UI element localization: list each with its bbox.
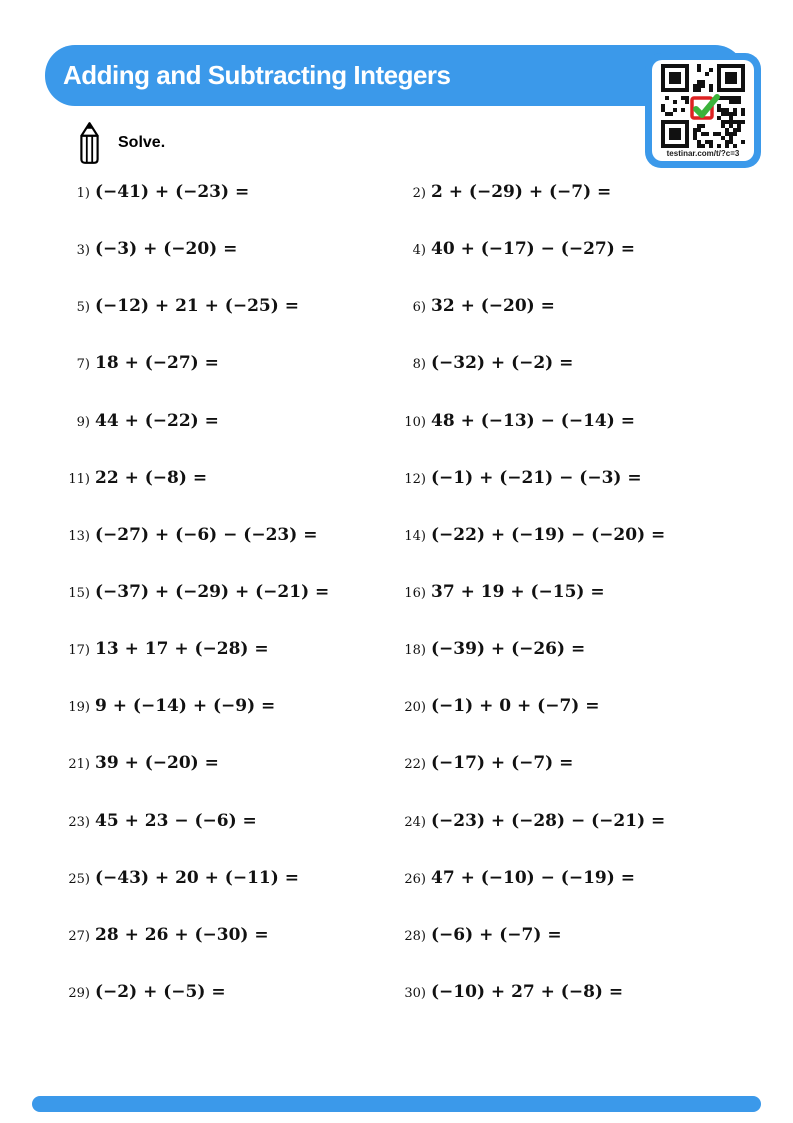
problem-item bbox=[404, 468, 748, 525]
problem-number: 17) bbox=[68, 643, 90, 659]
problem-expression: 22 + (−8) = bbox=[95, 467, 208, 488]
problem-expression: 37 + 19 + (−15) = bbox=[431, 581, 605, 602]
problem-number: 9) bbox=[76, 414, 90, 430]
problem-item bbox=[404, 982, 748, 1039]
problem-item bbox=[68, 468, 404, 525]
problem-expression: (−1) + (−21) − (−3) = bbox=[431, 467, 642, 488]
problem-number: 12) bbox=[404, 471, 426, 487]
problem-item bbox=[68, 753, 404, 810]
problem-number: 20) bbox=[404, 700, 426, 716]
problem-expression: (−17) + (−7) = bbox=[431, 753, 574, 774]
problem-number: 15) bbox=[68, 585, 90, 601]
problem-number: 30) bbox=[404, 985, 426, 1001]
pencil-icon bbox=[76, 120, 103, 166]
problem-number: 21) bbox=[68, 757, 90, 773]
problem-number: 6) bbox=[412, 300, 426, 316]
problem-item bbox=[68, 982, 404, 1039]
problem-item bbox=[68, 182, 404, 239]
problem-item bbox=[68, 639, 404, 696]
problem-expression: (−2) + (−5) = bbox=[95, 981, 226, 1002]
problem-number: 23) bbox=[68, 814, 90, 830]
problem-expression: 44 + (−22) = bbox=[95, 410, 219, 431]
problem-number: 22) bbox=[404, 757, 426, 773]
problem-expression: 9 + (−14) + (−9) = bbox=[95, 696, 276, 717]
problem-expression: (−1) + 0 + (−7) = bbox=[431, 696, 600, 717]
problem-item bbox=[68, 925, 404, 982]
qr-caption: testinar.com/t/?c=3 bbox=[666, 149, 740, 158]
problem-number: 2) bbox=[412, 186, 426, 201]
qr-code-inner bbox=[652, 60, 754, 161]
problem-expression: (−6) + (−7) = bbox=[431, 924, 562, 945]
problem-item bbox=[404, 411, 748, 468]
problem-expression: 32 + (−20) = bbox=[431, 296, 555, 317]
worksheet-header bbox=[45, 45, 745, 106]
problem-number: 28) bbox=[404, 928, 426, 944]
footer-bar bbox=[32, 1096, 761, 1112]
problem-item bbox=[404, 239, 748, 296]
problem-number: 18) bbox=[404, 643, 426, 659]
problem-item bbox=[404, 811, 748, 868]
problem-expression: 40 + (−17) − (−27) = bbox=[431, 239, 635, 260]
problem-number: 29) bbox=[68, 985, 90, 1001]
instruction-row bbox=[76, 120, 165, 166]
problem-number: 14) bbox=[404, 528, 426, 544]
problem-item bbox=[68, 239, 404, 296]
instruction-label: Solve. bbox=[118, 134, 166, 151]
problem-item bbox=[68, 296, 404, 353]
problem-expression: 47 + (−10) − (−19) = bbox=[431, 867, 635, 888]
problem-expression: (−10) + 27 + (−8) = bbox=[431, 981, 624, 1002]
problem-expression: (−39) + (−26) = bbox=[431, 639, 586, 660]
problem-expression: (−27) + (−6) − (−23) = bbox=[95, 524, 318, 545]
problem-number: 8) bbox=[412, 357, 426, 373]
problem-expression: 45 + 23 − (−6) = bbox=[95, 810, 257, 831]
problem-expression: (−37) + (−29) + (−21) = bbox=[95, 581, 330, 602]
problem-item bbox=[404, 639, 748, 696]
page-title: Adding and Subtracting Integers bbox=[63, 60, 451, 90]
problem-item bbox=[68, 696, 404, 753]
problem-expression: (−22) + (−19) − (−20) = bbox=[431, 524, 666, 545]
qr-code bbox=[645, 53, 761, 168]
problem-item bbox=[68, 525, 404, 582]
problem-item bbox=[68, 868, 404, 925]
problem-item bbox=[404, 182, 748, 239]
problem-expression: 28 + 26 + (−30) = bbox=[95, 924, 269, 945]
problems-grid bbox=[68, 182, 748, 1039]
problem-number: 13) bbox=[68, 528, 90, 544]
problem-expression: (−41) + (−23) = bbox=[95, 182, 250, 202]
problem-item bbox=[68, 411, 404, 468]
problem-number: 24) bbox=[404, 814, 426, 830]
problem-number: 25) bbox=[68, 871, 90, 887]
problem-expression: 48 + (−13) − (−14) = bbox=[431, 410, 635, 431]
problem-number: 19) bbox=[68, 700, 90, 716]
problem-expression: (−3) + (−20) = bbox=[95, 239, 238, 260]
problem-item bbox=[404, 296, 748, 353]
problem-number: 26) bbox=[404, 871, 426, 887]
problem-number: 4) bbox=[412, 243, 426, 259]
qr-code-icon bbox=[661, 64, 745, 148]
problem-item bbox=[404, 925, 748, 982]
problem-expression: 39 + (−20) = bbox=[95, 753, 219, 774]
problem-number: 10) bbox=[404, 414, 426, 430]
problem-expression: 18 + (−27) = bbox=[95, 353, 219, 374]
problem-number: 16) bbox=[404, 585, 426, 601]
problem-expression: (−23) + (−28) − (−21) = bbox=[431, 810, 666, 831]
problem-item bbox=[404, 353, 748, 410]
problem-item bbox=[68, 353, 404, 410]
problem-item bbox=[404, 582, 748, 639]
problem-number: 27) bbox=[68, 928, 90, 944]
problem-number: 1) bbox=[76, 186, 90, 201]
problem-number: 5) bbox=[76, 300, 90, 316]
problem-item bbox=[404, 868, 748, 925]
problem-expression: (−32) + (−2) = bbox=[431, 353, 574, 374]
problem-number: 11) bbox=[68, 471, 90, 487]
problem-item bbox=[68, 582, 404, 639]
problem-number: 7) bbox=[76, 357, 90, 373]
problem-item bbox=[404, 525, 748, 582]
problem-item bbox=[68, 811, 404, 868]
problem-expression: (−43) + 20 + (−11) = bbox=[95, 867, 299, 888]
problem-item bbox=[404, 753, 748, 810]
problem-item bbox=[404, 696, 748, 753]
problem-number: 3) bbox=[76, 243, 90, 259]
problem-expression: (−12) + 21 + (−25) = bbox=[95, 296, 299, 317]
problem-expression: 13 + 17 + (−28) = bbox=[95, 639, 269, 660]
problem-expression: 2 + (−29) + (−7) = bbox=[431, 182, 612, 202]
